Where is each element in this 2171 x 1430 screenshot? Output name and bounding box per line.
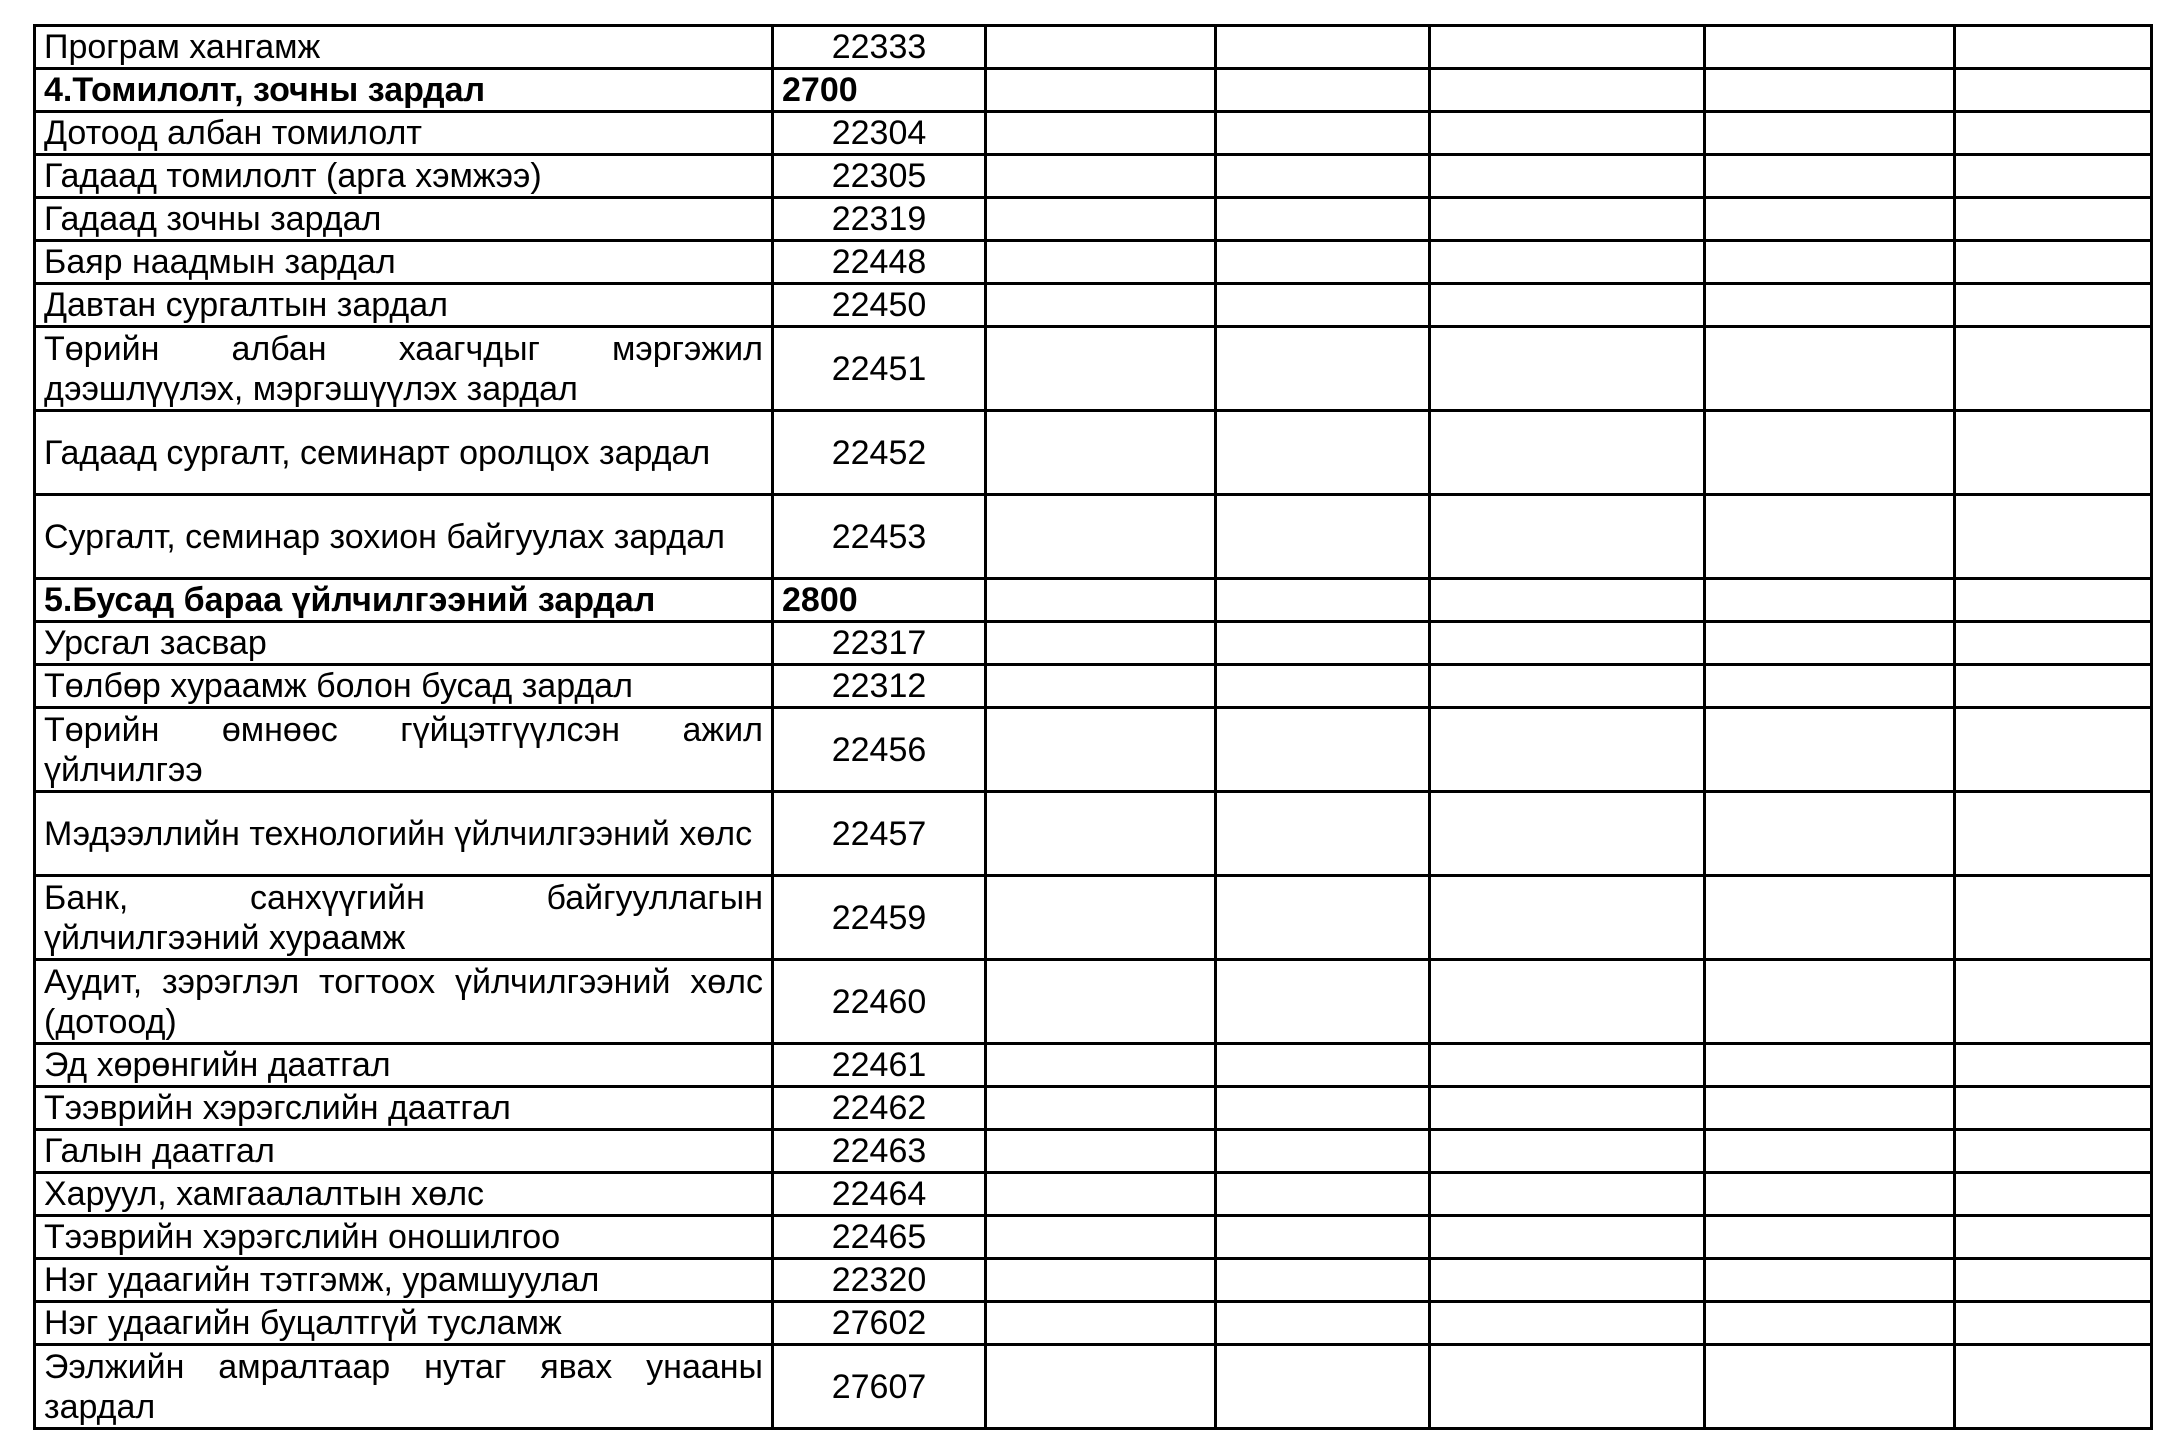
empty-value-cell [1216,1259,1430,1302]
empty-value-cell [1430,155,1705,198]
empty-value-cell [1955,1302,2152,1345]
expense-code-cell: 22319 [773,198,986,241]
empty-value-cell [986,112,1216,155]
empty-value-cell [986,1044,1216,1087]
expense-name-cell: Нэг удаагийн буцалтгүй тусламж [35,1302,773,1345]
empty-value-cell [1955,1216,2152,1259]
empty-value-cell [1955,876,2152,960]
empty-value-cell [1430,26,1705,69]
table-row [35,495,2152,579]
expense-code-cell: 2800 [773,579,986,622]
empty-value-cell [1216,284,1430,327]
empty-value-cell [1705,198,1955,241]
empty-value-cell [1955,1173,2152,1216]
table-row [35,284,2152,327]
empty-value-cell [1955,26,2152,69]
empty-value-cell [1705,1302,1955,1345]
empty-value-cell [1216,112,1430,155]
empty-value-cell [986,1216,1216,1259]
expense-code-cell: 22451 [773,327,986,411]
empty-value-cell [1705,112,1955,155]
empty-value-cell [986,1345,1216,1429]
empty-value-cell [1955,495,2152,579]
empty-value-cell [1216,665,1430,708]
empty-value-cell [1955,284,2152,327]
empty-value-cell [986,1173,1216,1216]
empty-value-cell [1216,708,1430,792]
empty-value-cell [1430,1130,1705,1173]
empty-value-cell [986,1087,1216,1130]
expense-code-cell: 27607 [773,1345,986,1429]
empty-value-cell [1705,69,1955,112]
empty-value-cell [986,411,1216,495]
expense-name-cell: Дотоод албан томилолт [35,112,773,155]
empty-value-cell [1430,1087,1705,1130]
section-header-row [35,69,2152,112]
empty-value-cell [1430,792,1705,876]
empty-value-cell [1955,708,2152,792]
table-row [35,1173,2152,1216]
expense-code-cell: 22450 [773,284,986,327]
empty-value-cell [986,198,1216,241]
expense-name-cell: 4.Томилолт, зочны зардал [35,69,773,112]
empty-value-cell [1705,1216,1955,1259]
empty-value-cell [1705,579,1955,622]
empty-value-cell [1705,1173,1955,1216]
empty-value-cell [1216,155,1430,198]
empty-value-cell [986,665,1216,708]
empty-value-cell [1705,960,1955,1044]
empty-value-cell [1216,241,1430,284]
empty-value-cell [1705,411,1955,495]
empty-value-cell [986,241,1216,284]
expense-code-cell: 22457 [773,792,986,876]
expense-code-cell: 22312 [773,665,986,708]
empty-value-cell [1430,411,1705,495]
empty-value-cell [1705,155,1955,198]
empty-value-cell [1955,579,2152,622]
empty-value-cell [1216,1173,1430,1216]
expense-code-cell: 22464 [773,1173,986,1216]
empty-value-cell [1430,495,1705,579]
expense-name-cell: Нэг удаагийн тэтгэмж, урамшуулал [35,1259,773,1302]
empty-value-cell [1705,241,1955,284]
empty-value-cell [1955,792,2152,876]
empty-value-cell [986,69,1216,112]
table-row [35,1259,2152,1302]
expense-name-cell: Гадаад сургалт, семинарт оролцох зардал [35,411,773,495]
expense-code-cell: 22465 [773,1216,986,1259]
table-row [35,411,2152,495]
expense-code-cell: 22460 [773,960,986,1044]
expense-name-cell: Гадаад зочны зардал [35,198,773,241]
table-row [35,198,2152,241]
expense-name-cell: Давтан сургалтын зардал [35,284,773,327]
table-row [35,26,2152,69]
table-row [35,155,2152,198]
empty-value-cell [1216,1130,1430,1173]
table-row [35,1130,2152,1173]
empty-value-cell [1430,665,1705,708]
table-row [35,1302,2152,1345]
expense-code-cell: 22456 [773,708,986,792]
table-row [35,1087,2152,1130]
empty-value-cell [1216,327,1430,411]
expense-name-cell: Төрийн албан хаагчдыг мэргэжил дээшлүүлэх, мэргэшүүлэх зардал [35,327,773,411]
empty-value-cell [1705,284,1955,327]
empty-value-cell [1955,960,2152,1044]
empty-value-cell [1430,579,1705,622]
empty-value-cell [1705,622,1955,665]
empty-value-cell [1216,198,1430,241]
empty-value-cell [1430,1216,1705,1259]
expense-code-cell: 22452 [773,411,986,495]
empty-value-cell [1216,411,1430,495]
expense-code-cell: 27602 [773,1302,986,1345]
empty-value-cell [1705,26,1955,69]
empty-value-cell [1216,1044,1430,1087]
expense-code-cell: 22463 [773,1130,986,1173]
empty-value-cell [986,1130,1216,1173]
empty-value-cell [1705,1130,1955,1173]
table-row [35,708,2152,792]
expense-name-cell: Аудит, зэрэглэл тогтоох үйлчилгээний хөлс (дотоод) [35,960,773,1044]
empty-value-cell [1216,792,1430,876]
empty-value-cell [986,1302,1216,1345]
expense-code-cell: 22462 [773,1087,986,1130]
empty-value-cell [986,495,1216,579]
table-row [35,241,2152,284]
empty-value-cell [986,708,1216,792]
expense-name-cell: Гадаад томилолт (арга хэмжээ) [35,155,773,198]
empty-value-cell [1430,622,1705,665]
empty-value-cell [1955,1087,2152,1130]
empty-value-cell [986,284,1216,327]
empty-value-cell [1216,69,1430,112]
empty-value-cell [1430,708,1705,792]
expense-name-cell: Банк, санхүүгийн байгууллагын үйлчилгээний хураамж [35,876,773,960]
expense-name-cell: Тээврийн хэрэгслийн даатгал [35,1087,773,1130]
empty-value-cell [1430,1173,1705,1216]
empty-value-cell [1430,960,1705,1044]
table-body [35,26,2152,1429]
expense-name-cell: Эд хөрөнгийн даатгал [35,1044,773,1087]
empty-value-cell [1955,622,2152,665]
expense-name-cell: Харуул, хамгаалалтын хөлс [35,1173,773,1216]
empty-value-cell [986,579,1216,622]
empty-value-cell [1705,876,1955,960]
empty-value-cell [1216,1302,1430,1345]
empty-value-cell [1705,1044,1955,1087]
table-row [35,1216,2152,1259]
empty-value-cell [1955,1345,2152,1429]
expense-name-cell: Мэдээллийн технологийн үйлчилгээний хөлс [35,792,773,876]
empty-value-cell [1955,155,2152,198]
empty-value-cell [1430,69,1705,112]
table-row [35,622,2152,665]
empty-value-cell [1705,327,1955,411]
empty-value-cell [1705,1259,1955,1302]
empty-value-cell [1705,665,1955,708]
empty-value-cell [986,960,1216,1044]
expense-name-cell: Баяр наадмын зардал [35,241,773,284]
empty-value-cell [1430,1259,1705,1302]
empty-value-cell [1430,112,1705,155]
empty-value-cell [1955,327,2152,411]
empty-value-cell [1955,1130,2152,1173]
empty-value-cell [1955,665,2152,708]
section-header-row [35,579,2152,622]
expense-name-cell: Сургалт, семинар зохион байгуулах зардал [35,495,773,579]
expense-code-cell: 2700 [773,69,986,112]
empty-value-cell [1705,495,1955,579]
empty-value-cell [1216,876,1430,960]
empty-value-cell [1430,241,1705,284]
empty-value-cell [1216,495,1430,579]
empty-value-cell [1955,1044,2152,1087]
table-row [35,327,2152,411]
expense-code-cell: 22317 [773,622,986,665]
empty-value-cell [1430,198,1705,241]
empty-value-cell [1216,960,1430,1044]
table-row [35,876,2152,960]
empty-value-cell [1216,622,1430,665]
empty-value-cell [1705,1087,1955,1130]
empty-value-cell [986,622,1216,665]
empty-value-cell [1216,579,1430,622]
empty-value-cell [1430,1044,1705,1087]
budget-table [33,24,2153,1430]
expense-name-cell: Тээврийн хэрэгслийн оношилгоо [35,1216,773,1259]
empty-value-cell [1955,112,2152,155]
expense-name-cell: Төрийн өмнөөс гүйцэтгүүлсэн ажил үйлчилгээ [35,708,773,792]
empty-value-cell [1216,1087,1430,1130]
empty-value-cell [1955,198,2152,241]
expense-name-cell: Програм хангамж [35,26,773,69]
empty-value-cell [1216,1345,1430,1429]
empty-value-cell [1955,411,2152,495]
table-row [35,1044,2152,1087]
expense-code-cell: 22459 [773,876,986,960]
empty-value-cell [986,155,1216,198]
empty-value-cell [986,792,1216,876]
expense-name-cell: Ээлжийн амралтаар нутаг явах унааны зардал [35,1345,773,1429]
table-row [35,1345,2152,1429]
expense-code-cell: 22320 [773,1259,986,1302]
empty-value-cell [1705,792,1955,876]
table-row [35,112,2152,155]
empty-value-cell [1955,241,2152,284]
empty-value-cell [986,327,1216,411]
table-row [35,665,2152,708]
table-row [35,960,2152,1044]
expense-code-cell: 22305 [773,155,986,198]
empty-value-cell [1216,26,1430,69]
empty-value-cell [1955,69,2152,112]
expense-name-cell: Урсгал засвар [35,622,773,665]
empty-value-cell [1430,876,1705,960]
expense-name-cell: Галын даатгал [35,1130,773,1173]
expense-code-cell: 22453 [773,495,986,579]
empty-value-cell [1216,1216,1430,1259]
empty-value-cell [986,876,1216,960]
empty-value-cell [1705,708,1955,792]
empty-value-cell [1430,327,1705,411]
empty-value-cell [1955,1259,2152,1302]
empty-value-cell [1430,284,1705,327]
empty-value-cell [1430,1345,1705,1429]
expense-code-cell: 22304 [773,112,986,155]
expense-code-cell: 22448 [773,241,986,284]
expense-name-cell: Төлбөр хураамж болон бусад зардал [35,665,773,708]
expense-code-cell: 22333 [773,26,986,69]
expense-code-cell: 22461 [773,1044,986,1087]
empty-value-cell [1705,1345,1955,1429]
empty-value-cell [986,1259,1216,1302]
empty-value-cell [986,26,1216,69]
empty-value-cell [1430,1302,1705,1345]
table-row [35,792,2152,876]
expense-name-cell: 5.Бусад бараа үйлчилгээний зардал [35,579,773,622]
